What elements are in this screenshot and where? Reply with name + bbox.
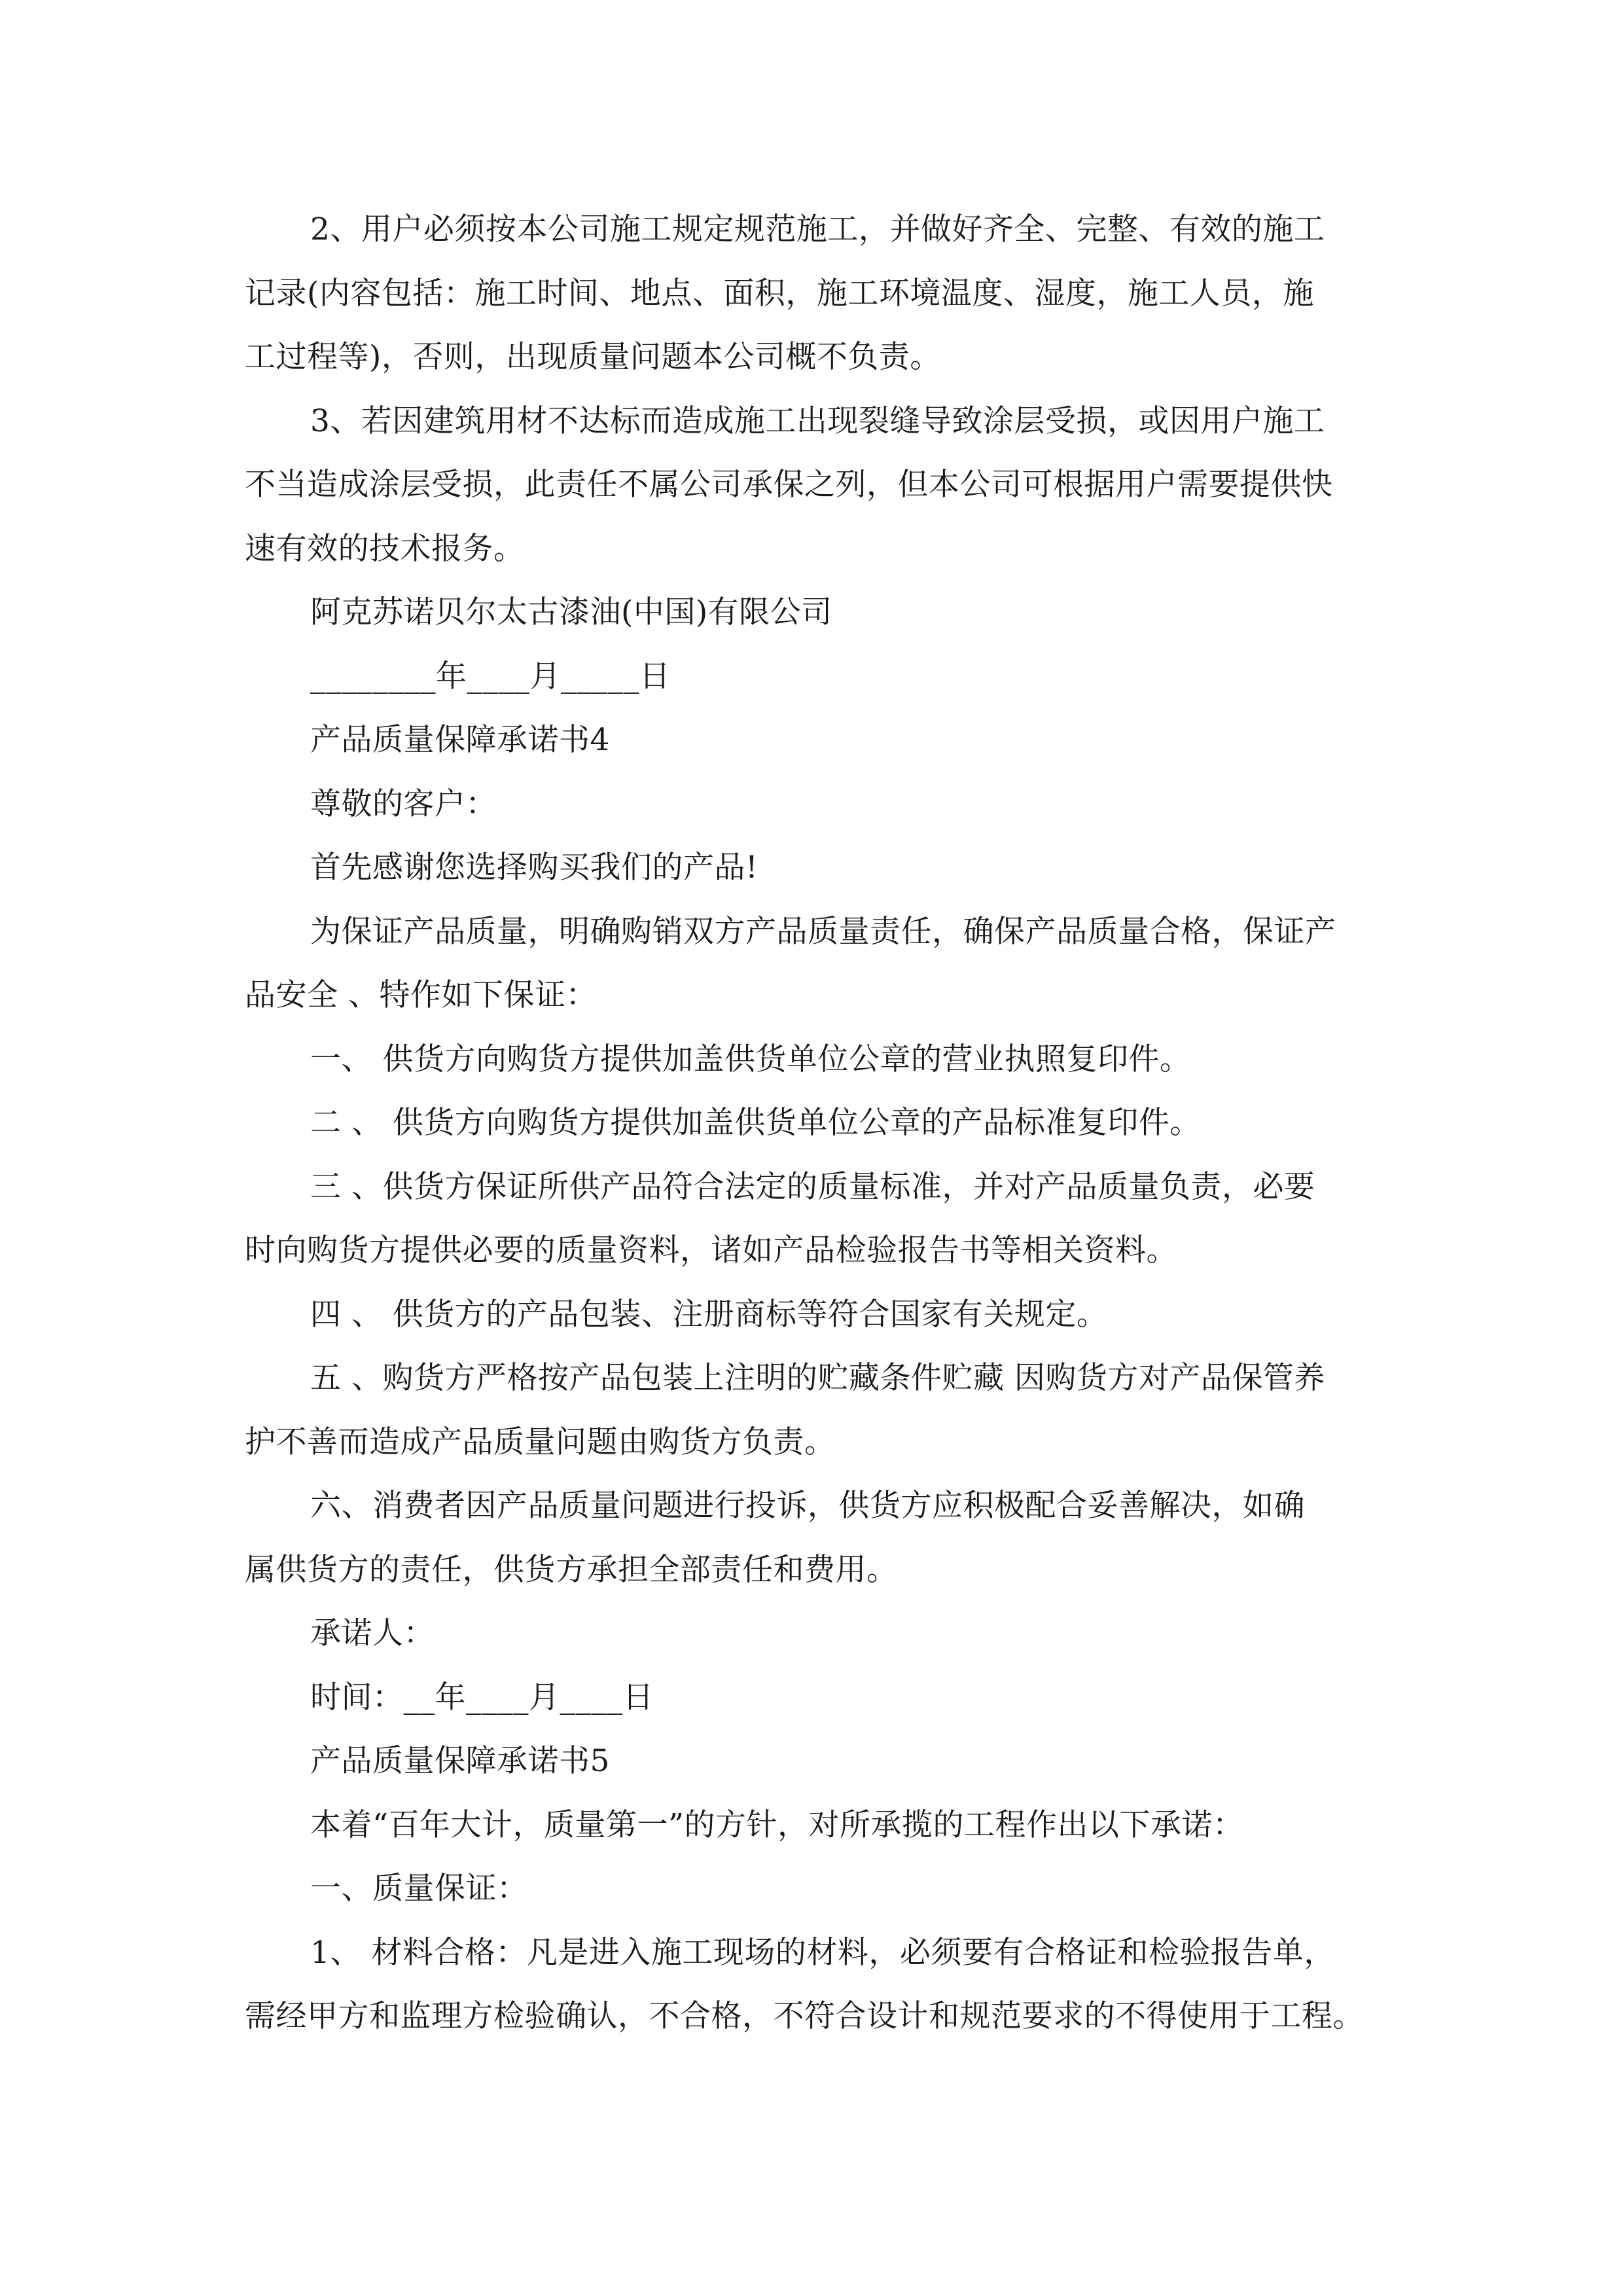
paragraph-line: 不当造成涂层受损，此责任不属公司承保之列，但本公司可根据用户需要提供快	[245, 467, 1333, 503]
list-item: 一、 供货方向购货方提供加盖供货单位公章的营业执照复印件。	[310, 1041, 1191, 1077]
paragraph-line: 3、若因建筑用材不达标而造成施工出现裂缝导致涂层受损，或因用户施工	[310, 403, 1325, 439]
date-line: 时间：__年____月____日	[310, 1679, 654, 1715]
salutation: 尊敬的客户：	[310, 785, 497, 822]
section-title: 产品质量保障承诺书5	[310, 1743, 610, 1779]
paragraph-line: 为保证产品质量，明确购销双方产品质量责任，确保产品质量合格，保证产	[310, 913, 1336, 950]
list-item: 六、消费者因产品质量问题进行投诉，供货方应积极配合妥善解决，如确	[310, 1488, 1305, 1524]
paragraph-line: 本着“百年大计，质量第一”的方针，对所承揽的工程作出以下承诺：	[310, 1806, 1244, 1843]
paragraph-line: 品安全 、特作如下保证：	[245, 977, 597, 1013]
list-item: 三 、供货方保证所供产品符合法定的质量标准，并对产品质量负责，必要	[310, 1168, 1315, 1205]
paragraph-line: 属供货方的责任，供货方承担全部责任和费用。	[245, 1551, 898, 1588]
list-item: 五 、购货方严格按产品包装上注明的贮藏条件贮藏 因购货方对产品保管养	[310, 1360, 1325, 1396]
paragraph-line: 2、用户必须按本公司施工规定规范施工，并做好齐全、完整、有效的施工	[310, 211, 1325, 247]
signatory-label: 承诺人：	[310, 1615, 435, 1651]
subheading: 一、质量保证：	[310, 1871, 528, 1907]
paragraph-line: 首先感谢您选择购买我们的产品!	[310, 850, 758, 886]
paragraph-line: 护不善而造成产品质量问题由购货方负责。	[245, 1424, 836, 1460]
list-item: 1、 材料合格：凡是进入施工现场的材料，必须要有合格证和检验报告单，	[310, 1934, 1335, 1971]
paragraph-line: 工过程等)，否则，出现质量问题本公司概不负责。	[245, 339, 941, 375]
list-item: 四 、 供货方的产品包装、注册商标等符合国家有关规定。	[310, 1296, 1108, 1333]
paragraph-line: 时向购货方提供必要的质量资料，诸如产品检验报告书等相关资料。	[245, 1232, 1177, 1268]
company-name: 阿克苏诺贝尔太古漆油(中国)有限公司	[310, 594, 832, 630]
paragraph-line: 速有效的技术报务。	[245, 530, 525, 567]
section-title: 产品质量保障承诺书4	[310, 722, 610, 758]
paragraph-line: 需经甲方和监理方检验确认，不合格，不符合设计和规范要求的不得使用于工程。	[245, 1998, 1364, 2034]
body-text	[245, 198, 1377, 2049]
date-line: ________年____月_____日	[310, 658, 671, 694]
list-item: 二 、 供货方向购货方提供加盖供货单位公章的产品标准复印件。	[310, 1105, 1201, 1141]
paragraph-line: 记录(内容包括：施工时间、地点、面积，施工环境温度、湿度，施工人员，施	[245, 275, 1314, 312]
